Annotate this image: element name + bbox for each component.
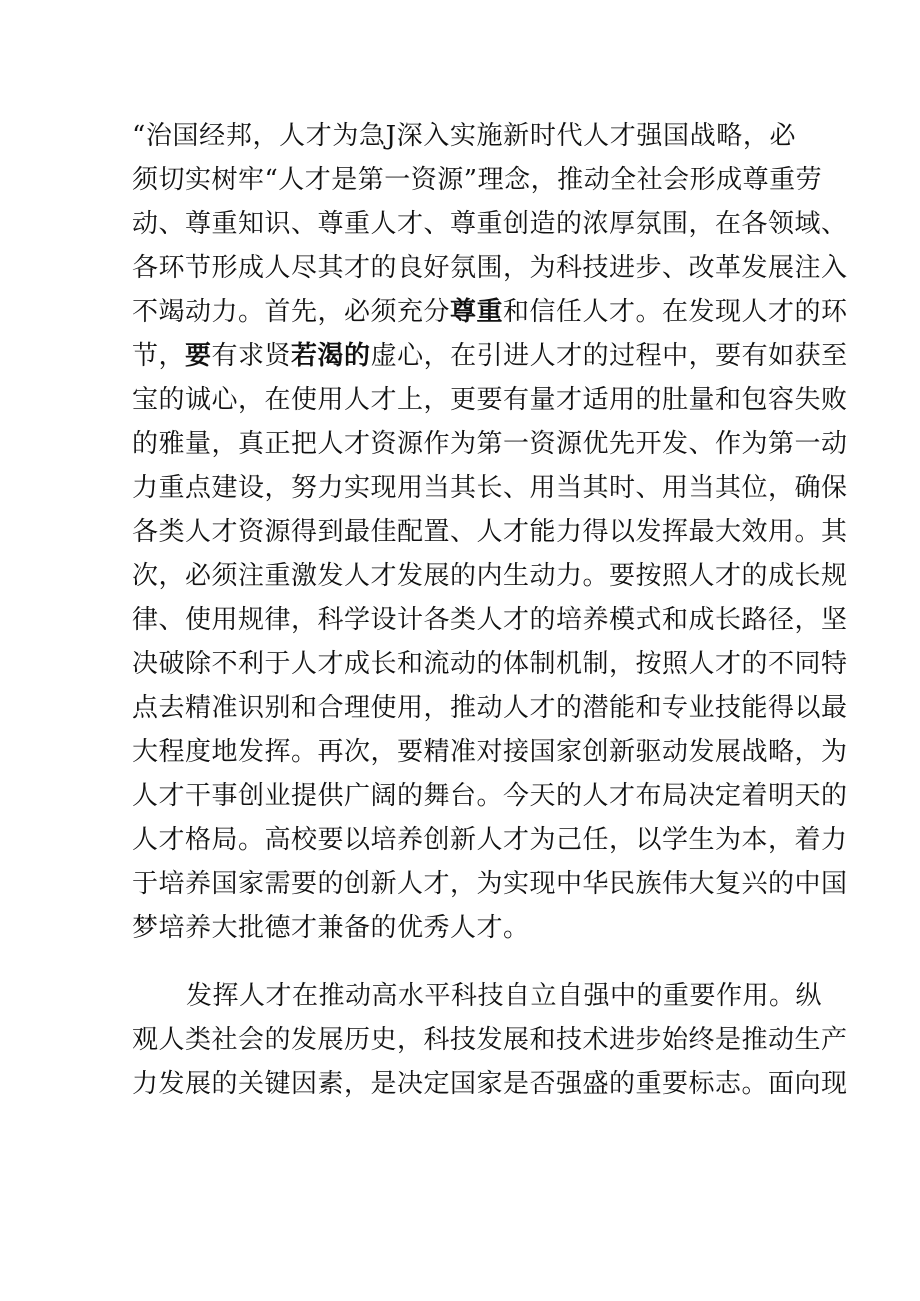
paragraph-1-line-18: 于培养国家需要的创新人才，为实现中华民族伟大复兴的中国: [132, 869, 848, 899]
paragraph-1-line-13: 决破除不利于人才成长和流动的体制机制，按照人才的不同特: [132, 649, 848, 679]
line-5-text-b: 和信任人才。在发现人才的环: [503, 297, 848, 327]
emphasis-eager: 若渴的: [291, 341, 371, 371]
paragraph-1-line-8: 的雅量，真正把人才资源作为第一资源优先开发、作为第一动: [132, 429, 848, 459]
paragraph-2-line-2: 观人类社会的发展历史，科技发展和技术进步始终是推动生产: [132, 1025, 848, 1055]
paragraph-1-line-5: [132, 290, 848, 334]
line-6-text-c: 虚心，在引进人才的过程中，要有如获至: [370, 341, 848, 371]
paragraph-2-line-1: [186, 974, 823, 1018]
section-heading: 发挥人才在推动高水平科技自立自强中的重要作用: [186, 981, 770, 1011]
line-5-text-a: 不竭动力。首先，必须充分: [132, 297, 451, 327]
line-6-text-b: 有求贤: [211, 341, 292, 371]
paragraph-1-line-1: “治国经邦，人才为急J深入实施新时代人才强国战略，必: [132, 121, 796, 151]
paragraph-2-line-3: 力发展的关键因素，是决定国家是否强盛的重要标志。面向现: [132, 1069, 848, 1099]
paragraph-1-line-14: 点去精准识别和合理使用，推动人才的潜能和专业技能得以最: [132, 693, 848, 723]
paragraph-1-line-17: 人才格局。高校要以培养创新人才为己任，以学生为本，着力: [132, 825, 848, 855]
paragraph-1-line-19: 梦培养大批德才兼备的优秀人才。: [132, 913, 530, 943]
emphasis-must: 要: [185, 341, 212, 371]
emphasis-respect: 尊重: [450, 297, 504, 327]
paragraph-1-line-15: 大程度地发挥。再次，要精准对接国家创新驱动发展战略，为: [132, 737, 848, 767]
paragraph-2-line-1-rest: 。纵: [769, 981, 823, 1011]
paragraph-1-line-2: 须切实树牢“人才是第一资源”理念，推动全社会形成尊重劳: [132, 165, 823, 195]
paragraph-1-line-4: 各环节形成人尽其才的良好氛围，为科技进步、改革发展注入: [132, 253, 848, 283]
paragraph-1-line-16: 人才干事创业提供广阔的舞台。今天的人才布局决定着明天的: [132, 781, 848, 811]
paragraph-1-line-7: 宝的诚心，在使用人才上，更要有量才适用的肚量和包容失败: [132, 385, 848, 415]
paragraph-1-line-10: 各类人才资源得到最佳配置、人才能力得以发挥最大效用。其: [132, 517, 848, 547]
paragraph-1-line-12: 律、使用规律，科学设计各类人才的培养模式和成长路径，坚: [132, 605, 848, 635]
paragraph-1-line-6: [132, 334, 848, 378]
paragraph-1-line-9: 力重点建设，努力实现用当其长、用当其时、用当其位，确保: [132, 473, 848, 503]
line-6-text-a: 节，: [132, 341, 186, 371]
paragraph-1-line-3: 动、尊重知识、尊重人才、尊重创造的浓厚氛围，在各领域、: [132, 209, 848, 239]
paragraph-1-line-11: 次，必须注重激发人才发展的内生动力。要按照人才的成长规: [132, 561, 848, 591]
